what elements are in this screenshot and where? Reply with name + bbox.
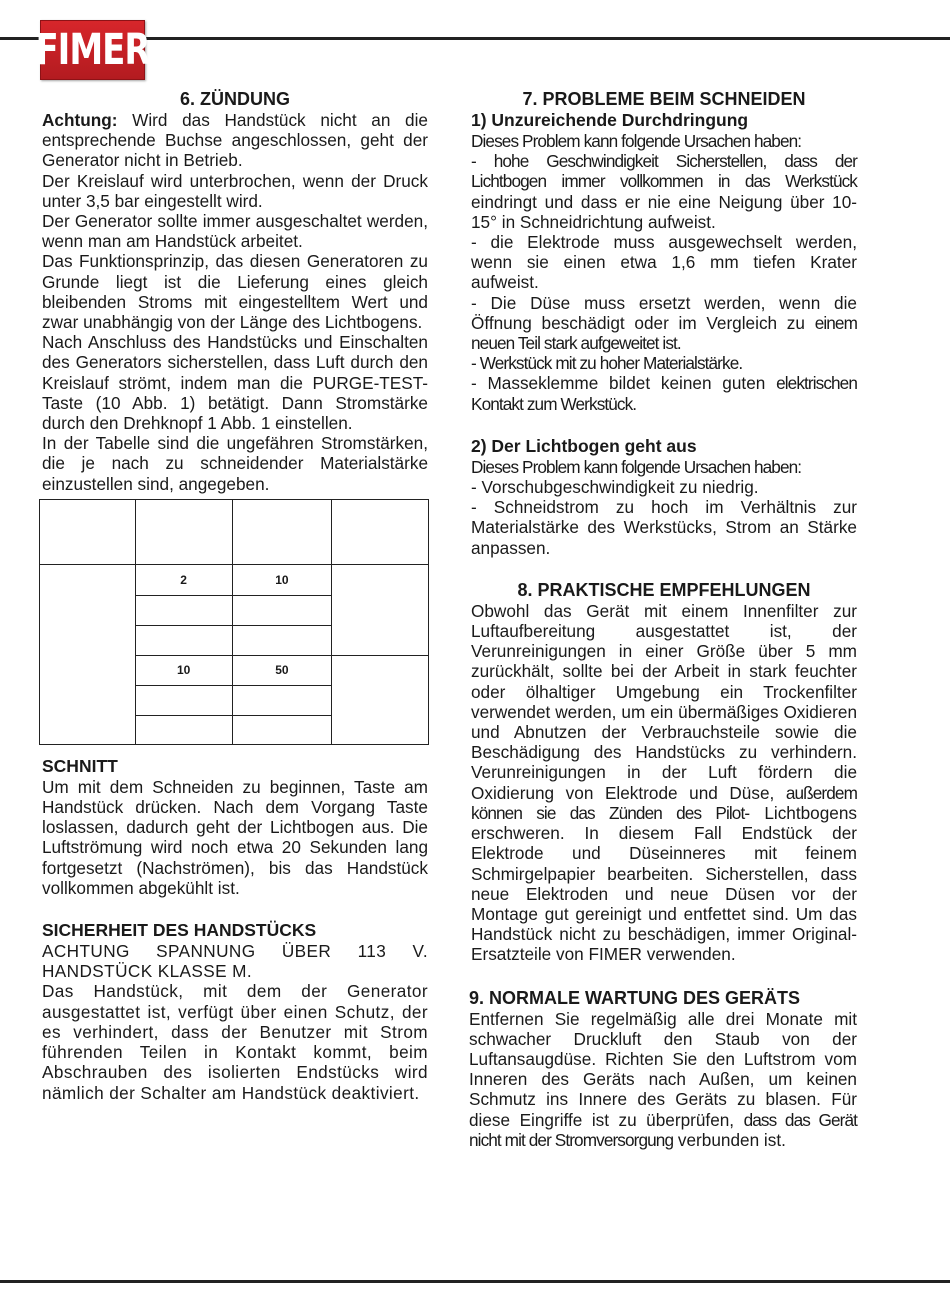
problem1-bullet-5 [471, 373, 857, 413]
left-column [42, 88, 428, 1103]
schnitt-heading: SCHNITT [42, 755, 118, 776]
fimer-logo [35, 20, 150, 80]
problem1-bullet-5a: - Masseklemme bildet keinen guten [471, 373, 766, 394]
table-cell [332, 499, 429, 564]
zuendung-p1-text: Wird das Handstück nicht an die entsprechende Buchse angeschlossen, geht der Generator nicht in Betrieb. [42, 110, 428, 171]
sicherheit-p2: Das Handstück, mit dem der Generator ausgestattet ist, verfügt über einen Schutz, der es verhindert, dass der Benutzer mit Strom führenden Teilen in Kontakt kommt, beim Abschrauben des isolierten Endstücks wird nämlich der Schalter am Handstück deaktiviert. [42, 981, 428, 1103]
table-cell [232, 595, 332, 625]
table-row [40, 564, 429, 595]
wartung-p1c: verbunden ist. [677, 1129, 786, 1150]
problem1-bullet-1a: - hohe Geschwindigkeit Sicherstellen, dass der Lichtbogen immer vollkommen in das Werkstück [471, 151, 857, 192]
warning-lead: Achtung: [42, 110, 118, 130]
problem2-bullet-2: - Schneidstrom zu hoch im Verhältnis zur Materialstärke des Werkstücks, Strom an Stärke anpassen. [471, 497, 857, 558]
problem1-bullet-1 [471, 151, 857, 232]
table-cell [232, 625, 332, 655]
sub-heading-1: 1) Unzureichende Durchdringung [471, 110, 749, 130]
zuendung-p6: In der Tabelle sind die ungefähren Stromstärken, die je nach zu schneidender Materialstärke einzustellen sind, angegeben. [42, 433, 428, 494]
problem1-bullet-4: - Werkstück mit zu hoher Materialstärke. [471, 353, 743, 374]
table-cell [135, 499, 232, 564]
footer-rule [0, 1280, 950, 1283]
wartung-p1b: dass das Gerät nicht mit der Stromversorgung [469, 1109, 858, 1150]
zuendung-p1 [42, 110, 428, 171]
problem1-bullet-3a: - Die Düse muss ersetzt werden, wenn die Öffnung beschädigt oder im Vergleich zu [471, 292, 857, 333]
problem1-bullet-3 [471, 293, 857, 354]
table-cell [135, 715, 232, 744]
table-row [40, 499, 429, 564]
zuendung-p4: Das Funktionsprinzip, das diesen Generatoren zu Grunde liegt ist die Lieferung eines gleich bleibenden Stroms mit eingestelltem Wert und zwar unabhängig von der Länge des Lichtbogens. [42, 251, 428, 333]
section-9-heading: 9. NORMALE WARTUNG DES GERÄTS [469, 987, 801, 1008]
problem1-bullet-3b: einem neuen Teil stark aufgeweitet ist. [471, 312, 857, 354]
logo-text: FIMER [35, 25, 150, 75]
empfehlungen-p1b: außerdem können sie das Zünden des Pilot- [471, 782, 857, 823]
sicherheit-p1: ACHTUNG SPANNUNG ÜBER 113 V. HANDSTÜCK KLASSE M. [42, 941, 428, 982]
section-8-heading: 8. PRAKTISCHE EMPFEHLUNGEN [517, 579, 811, 600]
empfehlungen-p1c: Lichtbogens erschweren. In diesem Fall Endstück der Elektrode und Düseinneres mit feinem Schmirgelpapier bearbeiten. Sicherstellen, dass neue Elektroden und neue Düsen vor der Montage gut gereinigt und entfettet sind. Um das Handstück nicht zu beschädigen, immer Original-Ersatzteile von FIMER verwenden. [471, 802, 858, 965]
table-cell [332, 564, 429, 655]
wartung-p1 [469, 1009, 857, 1150]
problem1-bullet-5b: elektrischen Kontakt zum Werkstück. [471, 373, 857, 414]
problem1-bullet-2: - die Elektrode muss ausgewechselt werden, wenn sie einen etwa 1,6 mm tiefen Krater aufweist. [471, 232, 857, 293]
table-cell: 10 [232, 564, 332, 595]
problem1-bullet-1b: eindringt und dass er nie eine Neigung über 10-15° in Schneidrichtung aufweist. [471, 191, 857, 232]
problem2-bullet-1: - Vorschubgeschwindigkeit zu niedrig. [471, 477, 759, 498]
zuendung-p5: Nach Anschluss des Handstücks und Einschalten des Generators sicherstellen, dass Luft durch den Kreislauf strömt, indem man die PURGE-TEST-Taste (10 Abb. 1) betätigt. Dann Stromstärke durch den Drehknopf 1 Abb. 1 einstellen. [42, 332, 428, 434]
table-cell [232, 685, 332, 715]
problem1-intro: Dieses Problem kann folgende Ursachen haben: [471, 131, 802, 151]
current-table [39, 499, 429, 745]
table-cell [40, 564, 136, 744]
sub-heading-2: 2) Der Lichtbogen geht aus [471, 435, 697, 456]
table-cell [332, 655, 429, 744]
zuendung-p2: Der Kreislauf wird unterbrochen, wenn der Druck unter 3,5 bar eingestellt wird. [42, 170, 428, 211]
table-cell [135, 625, 232, 655]
right-column [471, 88, 857, 1150]
table-cell: 50 [232, 655, 332, 685]
table-cell [232, 499, 332, 564]
section-6-heading: 6. ZÜNDUNG [179, 89, 290, 109]
sicherheit-heading: SICHERHEIT DES HANDSTÜCKS [42, 920, 317, 941]
zuendung-p3: Der Generator sollte immer ausgeschaltet werden, wenn man am Handstück arbeitet. [42, 211, 428, 252]
empfehlungen-p1a: Obwohl das Gerät mit einem Innenfilter zur Luftaufbereitung ausgestattet ist, der Verunreinigungen in einer Größe über 5 mm zurückhält, sollte bei der Arbeit in stark feuchter oder ölhaltiger Umgebung ein Trockenfilter verwendet werden, um ein übermäßiges Oxidieren und Abnutzen der Verbrauchsteile sowie die Beschädigung des Handstücks zu verhindern. Verunreinigungen in der Luft fördern die Oxidierung von Elektrode und Düse, [471, 600, 857, 803]
section-7-heading: 7. PROBLEME BEIM SCHNEIDEN [522, 89, 806, 109]
table-cell [232, 715, 332, 744]
schnitt-p1: Um mit dem Schneiden zu beginnen, Taste am Handstück drücken. Nach dem Vorgang Taste loslassen, dadurch geht der Lichtbogen aus. Die Luftströmung wird noch etwa 20 Sekunden lang fortgesetzt (Nachströmen), bis das Handstück vollkommen abgekühlt ist. [42, 776, 428, 898]
problem2-intro: Dieses Problem kann folgende Ursachen haben: [471, 456, 802, 477]
table-cell [135, 685, 232, 715]
table-cell: 2 [135, 564, 232, 595]
wartung-p1a: Entfernen Sie regelmäßig alle drei Monate mit schwacher Druckluft den Staub von der Luftansaugdüse. Richten Sie den Luftstrom vom Inneren des Geräts nach Außen, um keinen Schmutz ins Innere des Geräts zu blasen. Für diese Eingriffe ist zu überprüfen, [469, 1008, 857, 1130]
table-cell [40, 499, 136, 564]
table-cell: 10 [135, 655, 232, 685]
empfehlungen-p1 [471, 601, 857, 965]
table-cell [135, 595, 232, 625]
